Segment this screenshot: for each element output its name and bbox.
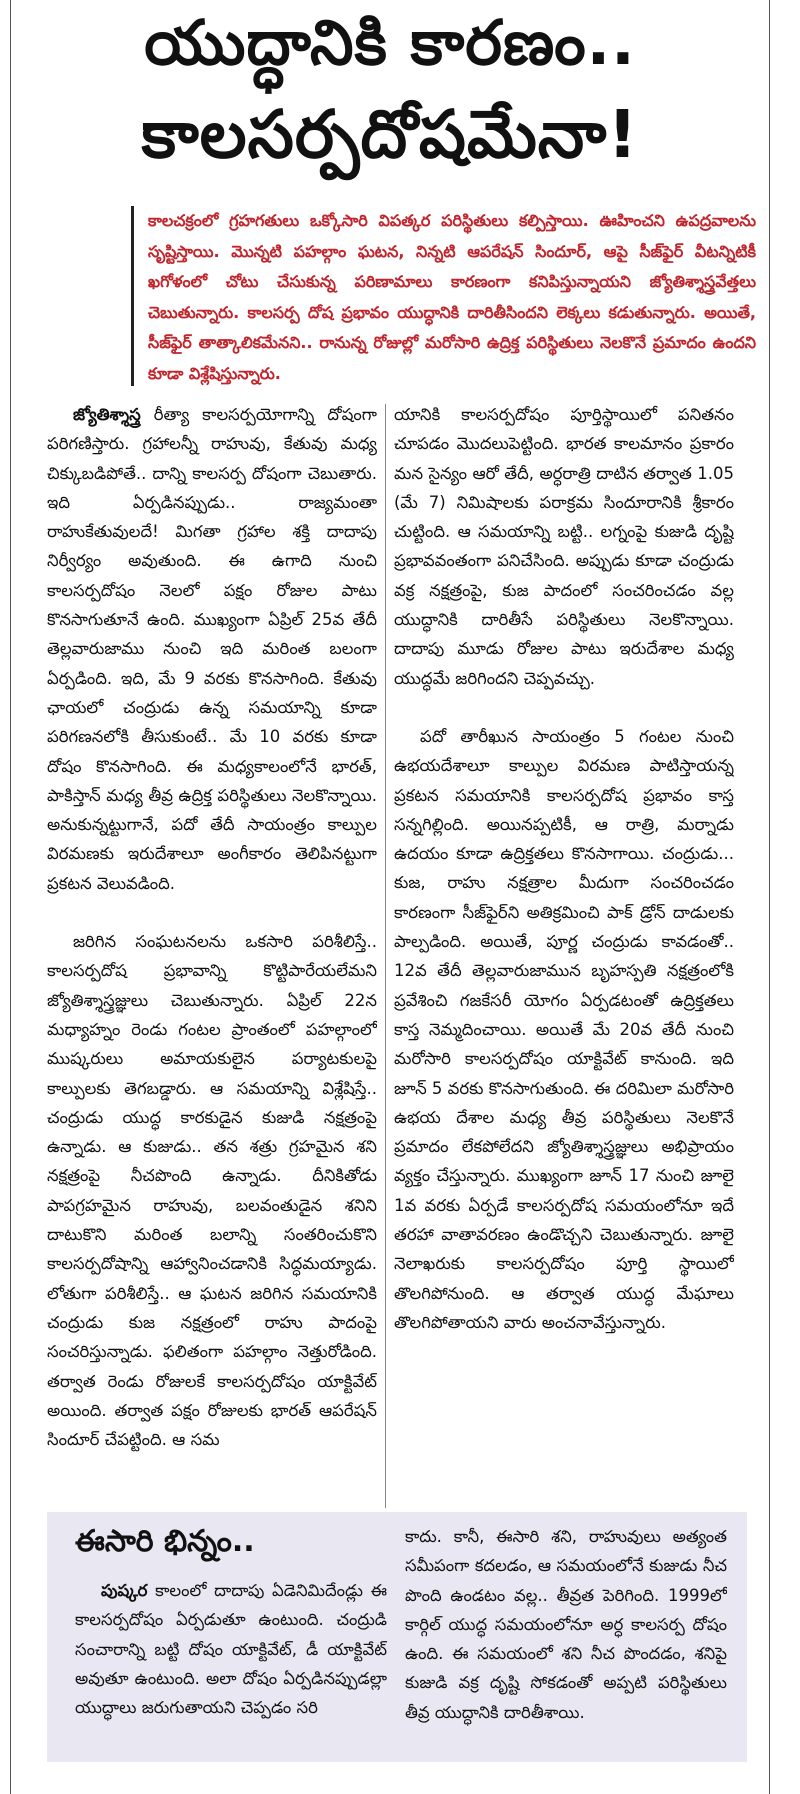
sidebar-box bbox=[47, 1512, 747, 1762]
column-2-paragraph-1: యానికి కాలసర్పదోషం పూర్తిస్థాయిలో పనితనం చూపడం మొదలుపెట్టింది. భారత కాలమానం ప్రకారం మన సైన్యం ఆరో తేదీ, అర్ధరాత్రి దాటిన తర్వాత 1.05 (మే 7) నిమిషాలకు పరాక్రమ సిందూరానికి శ్రీకారం చుట్టింది. ఆ సమయాన్ని బట్టి.. లగ్నంపై కుజుడి దృష్టి ప్రభావవంతంగా పనిచేసింది. అప్పుడు కూడా చంద్రుడు వక్ర నక్షత్రంపై, కుజ పాదంలో సంచరించడం వల్ల యుద్ధానికి దారితీసే పరిస్థితులు నెలకొన్నాయి. దాదాపు మూడు రోజుల పాటు ఇరుదేశాల మధ్య యుద్ధమే జరిగిందని చెప్పవచ్చు. bbox=[394, 405, 734, 688]
box-title: ఈసారి భిన్నం.. bbox=[75, 1524, 255, 1559]
column-1-paragraph-1 bbox=[47, 400, 377, 898]
paragraph-text: రీత్యా కాలసర్పయోగాన్ని దోషంగా పరిగణిస్తారు. గ్రహాలన్నీ రాహువు, కేతువు మధ్య చిక్కుబడిపోతే.. దాన్ని కాలసర్ప దోషంగా చెబుతారు. ఇది ఏర్పడినప్పుడు.. రాజ్యమంతా రాహుకేతువులదే! మిగతా గ్రహాల శక్తి దాదాపు నిర్వీర్యం అవుతుంది. ఈ ఉగాది నుంచి కాలసర్పదోషం నెలలో పక్షం రోజుల పాటు కొనసాగుతూనే ఉంది. ముఖ్యంగా ఏప్రిల్ 25వ తేదీ తెల్లవారుజాము నుంచి ఇది మరింత బలంగా ఏర్పడింది. ఇది, మే 9 వరకు కొనసాగింది. కేతువు ఛాయలో చంద్రుడు ఉన్న సమయాన్ని కూడా పరిగణనలోకి తీసుకుంటే.. మే 10 వరకు కూడా దోషం కొనసాగింది. ఈ మధ్యకాలంలోనే భారత్, పాకిస్తాన్ మధ్య తీవ్ర ఉద్రిక్త పరిస్థితులు నెలకొన్నాయి. అనుకున్నట్టుగానే, పదో తేదీ సాయంత్రం కాల్పుల విరమణకు ఇరుదేశాలూ అంగీకారం తెలిపినట్టుగా ప్రకటన వెలువడింది. bbox=[47, 405, 377, 893]
column-2-paragraph-2: పదో తారీఖున సాయంత్రం 5 గంటల నుంచి ఉభయదేశాలూ కాల్పుల విరమణ పాటిస్తాయన్న ప్రకటన సమయానికి కాలసర్పదోష ప్రభావం కాస్త సన్నగిల్లింది. అయినప్పటికీ, ఆ రాత్రి, మర్నాడు ఉదయం కూడా ఉద్రిక్తతలు కొనసాగాయి. చంద్రుడు... కుజ, రాహు నక్షత్రాల మీదుగా సంచరించడం కారణంగా సీజ్‌ఫైర్‌ని అతిక్రమించి పాక్ డ్రోన్ దాడులకు పాల్పడింది. అయితే, పూర్ణ చంద్రుడు కావడంతో.. 12వ తేదీ తెల్లవారుజామున బృహస్పతి నక్షత్రంలోకి ప్రవేశించి గజకేసరీ యోగం ఏర్పడటంతో ఉద్రిక్తతలు కాస్త నెమ్మదించాయి. అయితే మే 20వ తేదీ నుంచి మరోసారి కాలసర్పదోషం యాక్టివేట్ కానుంది. ఇది జూన్ 5 వరకు కొనసాగుతుంది. ఈ దరిమిలా మరోసారి ఉభయ దేశాల మధ్య తీవ్ర పరిస్థితులు నెలకొనే ప్రమాదం లేకపోలేదని జ్యోతిశ్శాస్త్రజ్ఞులు అభిప్రాయం వ్యక్తం చేస్తున్నారు. ముఖ్యంగా జూన్ 17 నుంచి జూలై 1వ వరకు ఏర్పడే కాలసర్పదోష సమయంలోనూ ఇదే తరహా వాతావరణం ఉండొచ్చని చెబుతున్నారు. జూలై నెలాఖరుకు కాలసర్పదోషం పూర్తి స్థాయిలో తొలగిపోనుంది. ఆ తర్వాత యుద్ధ మేఘాలు తొలగిపోతాయని వారు అంచనావేస్తున్నారు. bbox=[394, 726, 734, 1332]
article-column-1 bbox=[47, 400, 377, 1508]
paragraph-text: కాలంలో దాదాపు ఏడెనిమిదేండ్లు ఈ కాలసర్పదోషం ఏర్పడుతూ ఉంటుంది. చంద్రుడి సంచారాన్ని బట్టి దోషం యాక్టివేట్, డీ యాక్టివేట్ అవుతూ ఉంటుంది. అలా దోషం ఏర్పడినప్పుడల్లా యుద్ధాలు జరుగుతాయని చెప్పడం సరి bbox=[75, 1581, 387, 1718]
box-paragraph-1 bbox=[75, 1576, 387, 1722]
lead-paragraph: కాలచక్రంలో గ్రహగతులు ఒక్కోసారి విపత్కర పరిస్థితులు కల్పిస్తాయి. ఊహించని ఉపద్రవాలను సృష్టిస్తాయి. మొన్నటి పహల్గాం ఘటన, నిన్నటి ఆపరేషన్ సిందూర్, ఆపై సీజ్‌ఫైర్ వీటన్నిటికీ ఖగోళంలో చోటు చేసుకున్న పరిణామాలు కారణంగా కనిపిస్తున్నాయని జ్యోతిశ్శాస్త్రవేత్తలు చెబుతున్నారు. కాలసర్ప దోష ప్రభావం యుద్ధానికి దారితీసిందని లెక్కలు కడుతున్నారు. అయితే, సీజ్‌ఫైర్ తాత్కాలికమేనని.. రానున్న రోజుల్లో మరోసారి ఉద్రిక్త పరిస్థితులు నెలకొనే ప్రమాదం ఉందని కూడా విశ్లేషిస్తున్నారు. bbox=[131, 206, 756, 386]
lead-word: పుష్కర bbox=[101, 1581, 148, 1600]
box-paragraph-2: కాదు. కానీ, ఈసారి శని, రాహువులు అత్యంత సమీపంగా కదలడం, ఆ సమయంలోనే కుజుడు నీచ పొంది ఉండటం వల్ల.. తీవ్రత పెరిగింది. 1999లో కార్గిల్ యుద్ధ సమయంలోనూ అర్ధ కాలసర్ప దోషం ఉంది. ఈ సమయంలో శని నీచ పొందడం, శనిపై కుజుడి వక్ర దృష్టి సోకడంతో అప్పటి పరిస్థితులు తీవ్ర యుద్ధానికి దారితీశాయి. bbox=[405, 1527, 727, 1722]
column-1-paragraph-2: జరిగిన సంఘటనలను ఒకసారి పరిశీలిస్తే.. కాలసర్పదోష ప్రభావాన్ని కొట్టిపారేయలేమని జ్యోతిశ్శాస్త్రజ్ఞులు చెబుతున్నారు. ఏప్రిల్ 22న మధ్యాహ్నం రెండు గంటల ప్రాంతంలో పహల్గాంలో ముష్కరులు అమాయకులైన పర్యాటకులపై కాల్పులకు తెగబడ్డారు. ఆ సమయాన్ని విశ్లేషిస్తే.. చంద్రుడు యుద్ధ కారకుడైన కుజుడి నక్షత్రంపై ఉన్నాడు. ఆ కుజుడు.. తన శత్రు గ్రహమైన శని నక్షత్రంపై నీచపొంది ఉన్నాడు. దీనికితోడు పాపగ్రహమైన రాహువు, బలవంతుడైన శనిని దాటుకొని మరింత బలాన్ని సంతరించుకొని కాలసర్పదోషాన్ని ఆహ్వానించడానికి సిద్ధమయ్యాడు. లోతుగా పరిశీలిస్తే.. ఆ ఘటన జరిగిన సమయానికి చంద్రుడు కుజ నక్షత్రంలో రాహు పాదంపై సంచరిస్తున్నాడు. ఫలితంగా పహల్గాం నెత్తురోడింది. తర్వాత రెండు రోజులకే కాలసర్పదోషం యాక్టివేట్ అయింది. తర్వాత పక్షం రోజులకు భారత్ ఆపరేషన్ సిందూర్ చేపట్టింది. ఆ సమ bbox=[47, 932, 377, 1450]
column-divider bbox=[385, 404, 386, 1508]
newspaper-page bbox=[10, 0, 770, 1794]
box-column-1 bbox=[75, 1576, 387, 1760]
headline-line-2: కాలసర్పదోషమేనా! bbox=[141, 96, 639, 173]
headline-line-1: యుద్ధానికి కారణం.. bbox=[144, 6, 636, 79]
lead-word: జ్యోతిశ్శాస్త్ర bbox=[73, 405, 141, 424]
article-column-2 bbox=[394, 400, 734, 1508]
box-column-2 bbox=[405, 1522, 727, 1758]
